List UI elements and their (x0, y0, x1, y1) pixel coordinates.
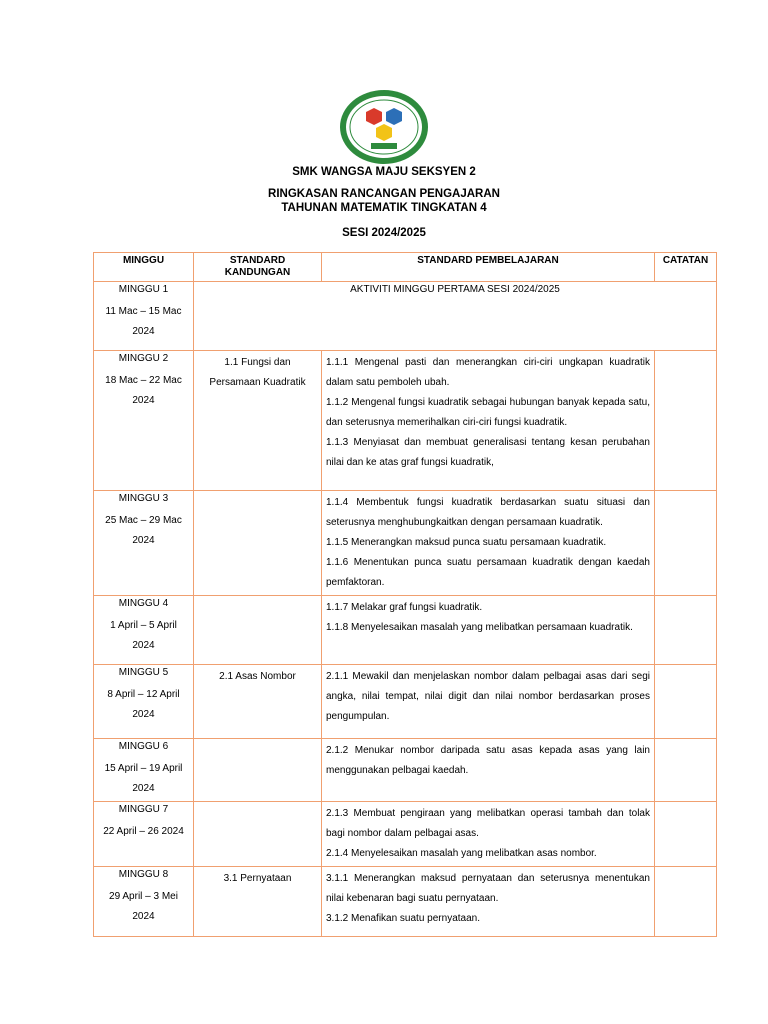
table-row (94, 282, 717, 351)
kandungan-cell (194, 802, 322, 867)
lesson-plan-table (93, 252, 717, 937)
kandungan-cell (194, 596, 322, 665)
catatan-cell (655, 596, 717, 665)
kandungan-cell: 2.1 Asas Nombor (194, 665, 322, 739)
week-cell (94, 867, 194, 937)
week-dates: 29 April – 3 Mei 2024 (109, 891, 178, 922)
standard-item: 1.1.8 Menyelesaikan masalah yang melibatkan persamaan kuadratik. (326, 622, 633, 633)
week-dates: 22 April – 26 2024 (103, 826, 184, 837)
catatan-cell (655, 867, 717, 937)
kandungan-cell: 1.1 Fungsi dan Persamaan Kuadratik (194, 351, 322, 491)
pembelajaran-cell (322, 867, 655, 937)
title-line-2: TAHUNAN MATEMATIK TINGKATAN 4 (281, 202, 487, 214)
catatan-cell (655, 351, 717, 491)
week-dates: 25 Mac – 29 Mac 2024 (105, 515, 182, 546)
standard-item: 2.1.1 Mewakil dan menjelaskan nombor dalam pelbagai asas dari segi angka, nilai tempat, nilai digit dan nilai nombor berdasarkan proses pengumpulan. (326, 671, 650, 722)
column-header: CATATAN (655, 253, 717, 282)
title-line-1: RINGKASAN RANCANGAN PENGAJARAN (268, 188, 500, 200)
table-row (94, 596, 717, 665)
standard-item: 3.1.1 Menerangkan maksud pernyataan dan seterusnya menentukan nilai kebenaran bagi suatu pernyataan. (326, 873, 650, 904)
kandungan-cell: 3.1 Pernyataan (194, 867, 322, 937)
table-row (94, 665, 717, 739)
week-label: MINGGU 3 (118, 493, 169, 504)
standard-item: 1.1.6 Menentukan punca suatu persamaan kuadratik dengan kaedah pemfaktoran. (326, 557, 650, 588)
pembelajaran-cell (322, 596, 655, 665)
table-row (94, 867, 717, 937)
standard-item: 1.1.3 Menyiasat dan membuat generalisasi tentang kesan perubahan nilai dan ke atas graf fungsi kuadratik, (326, 437, 650, 468)
week-label: MINGGU 8 (118, 869, 169, 880)
week-cell (94, 282, 194, 351)
week-dates: 18 Mac – 22 Mac 2024 (105, 375, 182, 406)
standard-item: 1.1.4 Membentuk fungsi kuadratik berdasarkan suatu situasi dan seterusnya menghubungkaitkan dengan persamaan kuadratik. (326, 497, 650, 528)
catatan-cell (655, 739, 717, 802)
standard-item: 3.1.2 Menafikan suatu pernyataan. (326, 913, 480, 924)
standard-item: 1.1.1 Mengenal pasti dan menerangkan ciri-ciri ungkapan kuadratik dalam satu pemboleh ubah. (326, 357, 650, 388)
week-label: MINGGU 5 (118, 667, 169, 678)
pembelajaran-cell (322, 739, 655, 802)
column-header: STANDARD KANDUNGAN (194, 253, 322, 282)
school-name: SMK WANGSA MAJU SEKSYEN 2 (292, 166, 476, 178)
table-row (94, 351, 717, 491)
week-cell (94, 351, 194, 491)
week-label: MINGGU 1 (118, 284, 169, 295)
column-header: MINGGU (94, 253, 194, 282)
week-dates: 8 April – 12 April 2024 (107, 689, 180, 720)
table-row (94, 491, 717, 596)
week-cell (94, 739, 194, 802)
pembelajaran-cell (322, 351, 655, 491)
activity-text: AKTIVITI MINGGU PERTAMA SESI 2024/2025 (350, 284, 560, 295)
standard-item: 1.1.2 Mengenal fungsi kuadratik sebagai hubungan banyak kepada satu, dan seterusnya memerihalkan ciri-ciri fungsi kuadratik. (326, 397, 650, 428)
catatan-cell (655, 491, 717, 596)
kandungan-cell (194, 739, 322, 802)
column-header: STANDARD PEMBELAJARAN (322, 253, 655, 282)
catatan-cell (655, 802, 717, 867)
week-cell (94, 491, 194, 596)
standard-item: 2.1.2 Menukar nombor daripada satu asas kepada asas yang lain menggunakan pelbagai kaedah. (326, 745, 650, 776)
standard-item: 2.1.3 Membuat pengiraan yang melibatkan operasi tambah dan tolak bagi nombor dalam pelbagai asas. (326, 808, 650, 839)
week-cell (94, 802, 194, 867)
table-row (94, 802, 717, 867)
table-header-row (94, 253, 717, 282)
week-cell (94, 596, 194, 665)
kandungan-cell (194, 491, 322, 596)
first-week-activity (194, 282, 717, 351)
week-label: MINGGU 2 (118, 353, 169, 364)
table-row (94, 739, 717, 802)
standard-item: 1.1.7 Melakar graf fungsi kuadratik. (326, 602, 483, 613)
pembelajaran-cell (322, 491, 655, 596)
standard-item: 1.1.5 Menerangkan maksud punca suatu persamaan kuadratik. (326, 537, 607, 548)
week-cell (94, 665, 194, 739)
pembelajaran-cell (322, 665, 655, 739)
catatan-cell (655, 665, 717, 739)
standard-item: 2.1.4 Menyelesaikan masalah yang melibatkan asas nombor. (326, 848, 597, 859)
pembelajaran-cell (322, 802, 655, 867)
school-crest-icon (338, 88, 430, 166)
week-dates: 1 April – 5 April 2024 (110, 620, 177, 651)
session-title: SESI 2024/2025 (342, 227, 426, 239)
week-label: MINGGU 6 (118, 741, 169, 752)
week-label: MINGGU 7 (118, 804, 169, 815)
week-dates: 15 April – 19 April 2024 (104, 763, 183, 794)
week-dates: 11 Mac – 15 Mac 2024 (105, 306, 182, 337)
week-label: MINGGU 4 (118, 598, 169, 609)
